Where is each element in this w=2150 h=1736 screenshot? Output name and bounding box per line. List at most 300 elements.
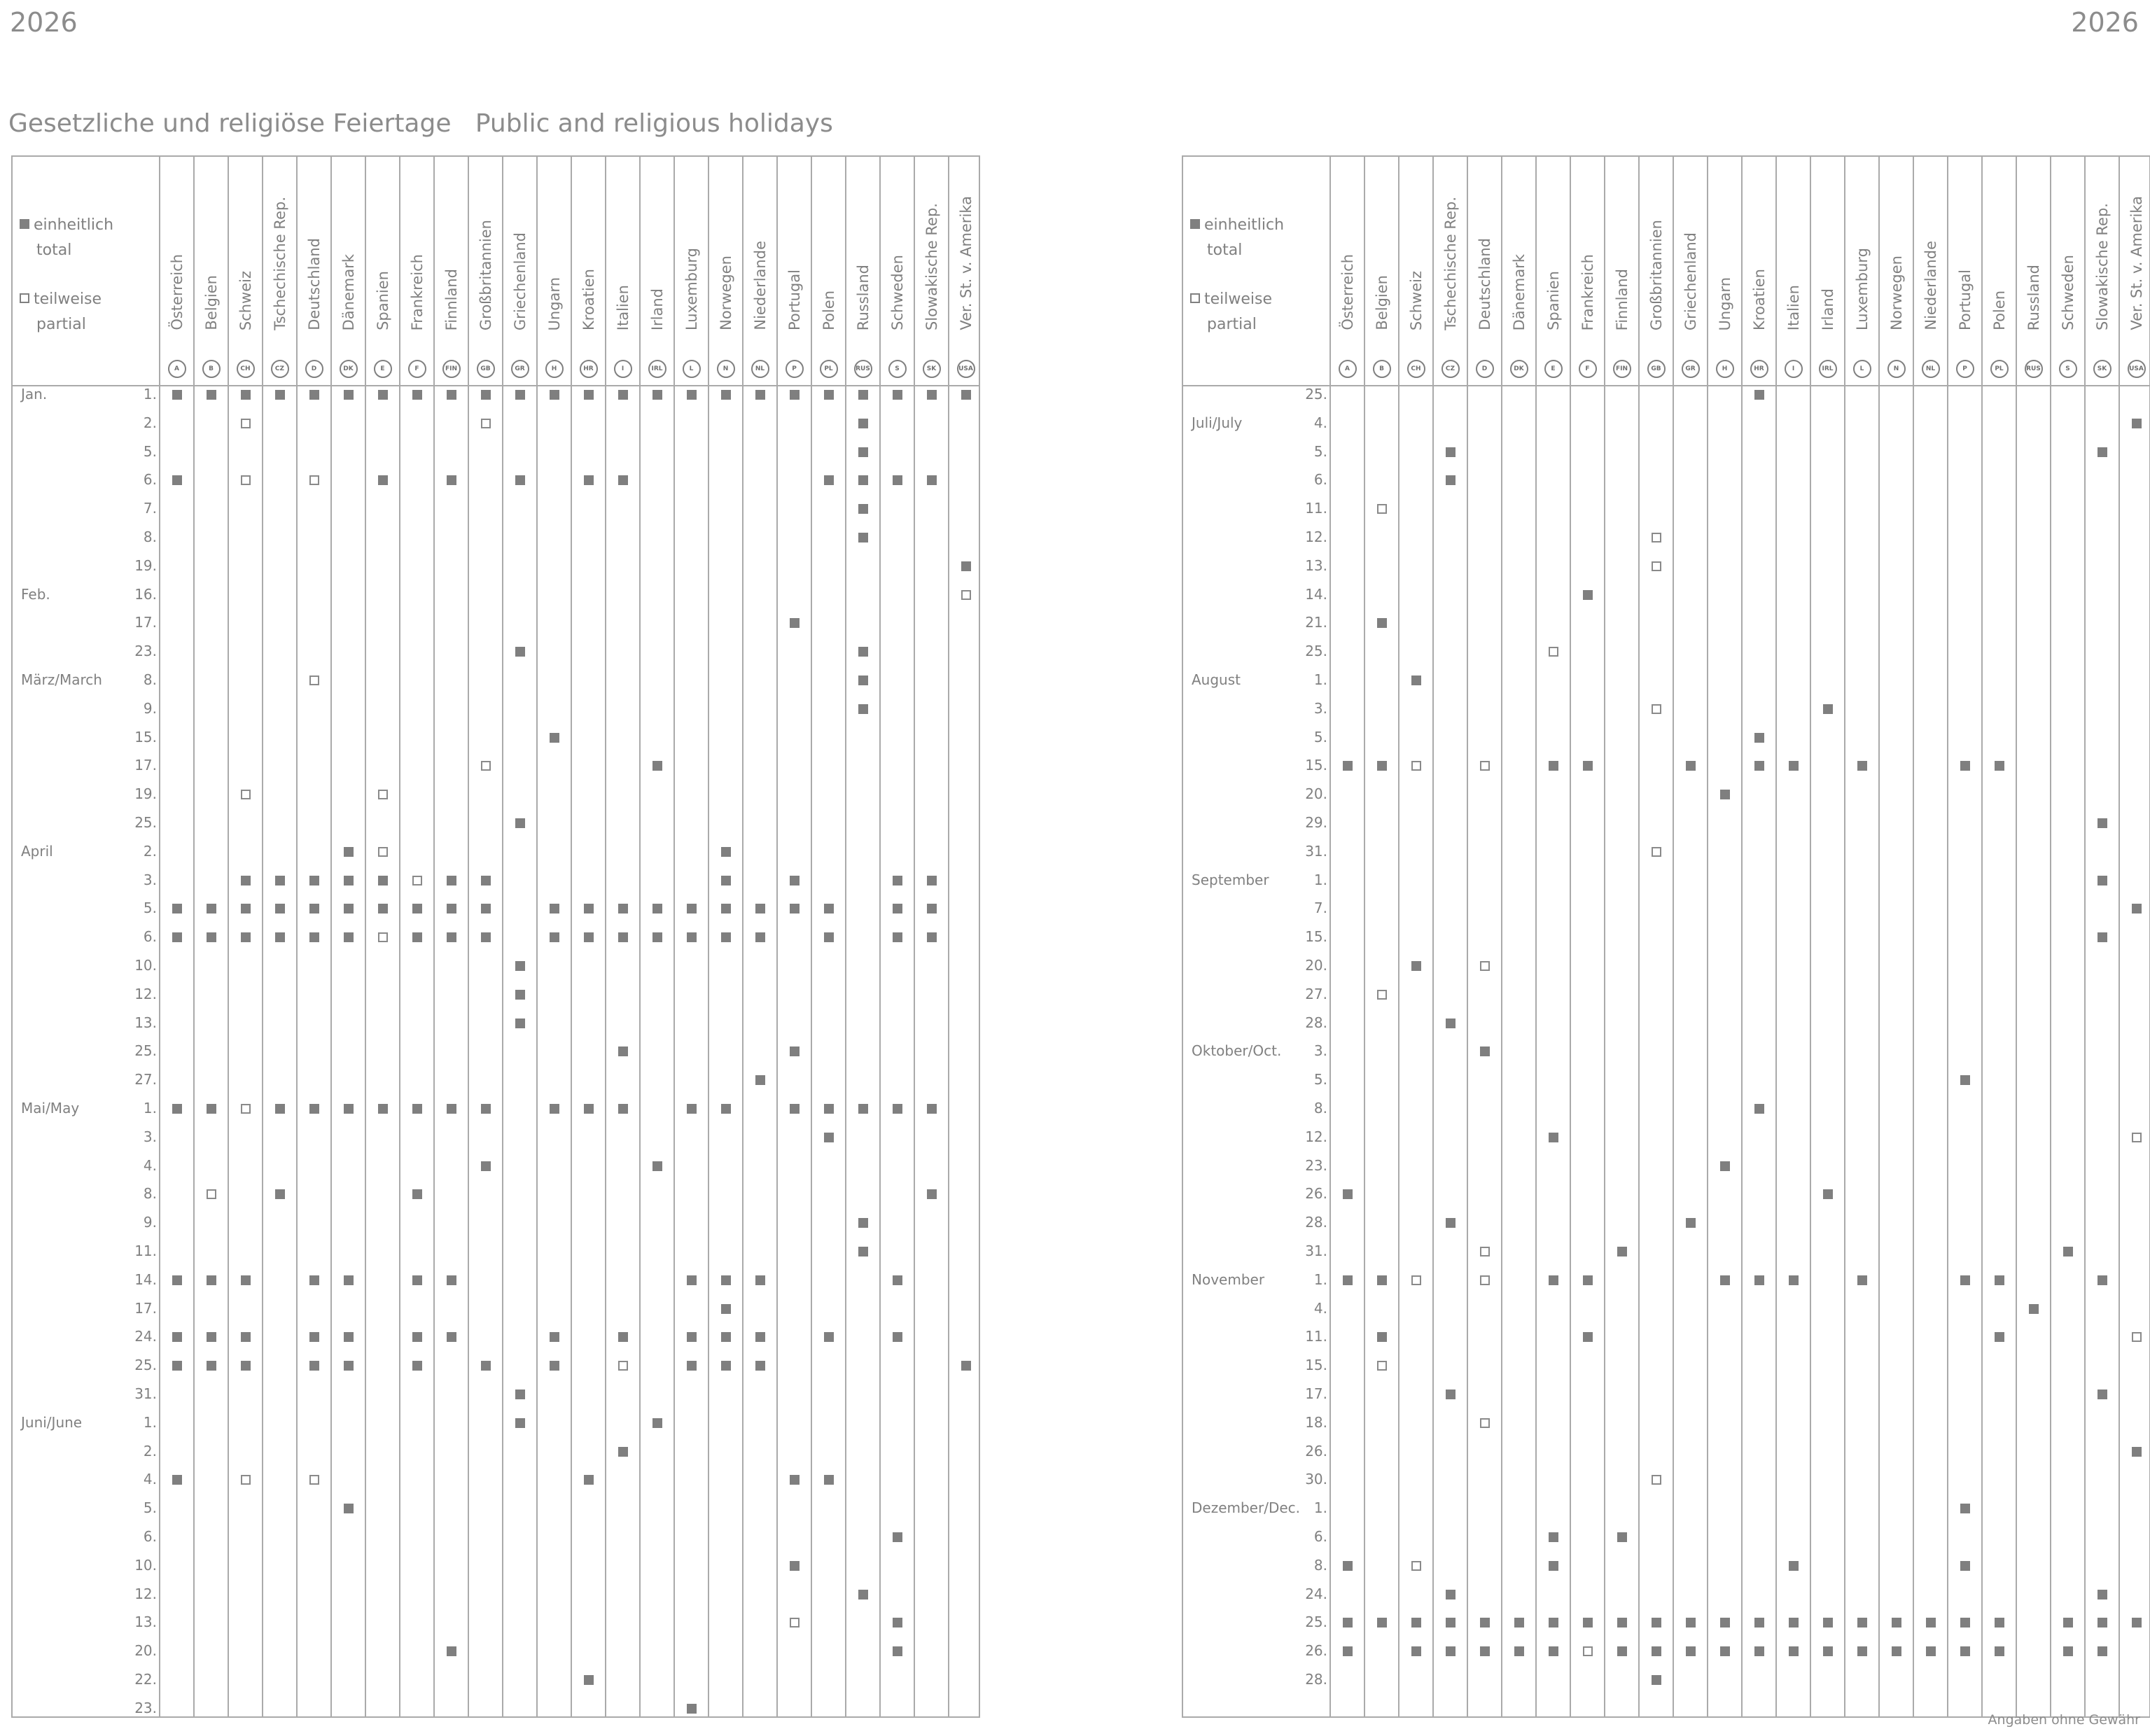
holiday-total-mark <box>2132 1447 2142 1457</box>
column-divider <box>1878 157 1880 1716</box>
country-name: Slowakische Rep. <box>923 202 940 330</box>
holiday-total-mark <box>721 1304 731 1314</box>
holiday-total-mark <box>1754 733 1764 743</box>
country-name: Schweden <box>2059 255 2076 330</box>
holiday-total-mark <box>1377 1618 1387 1628</box>
holiday-total-mark <box>2029 1304 2039 1314</box>
holiday-total-mark <box>755 1275 765 1285</box>
country-name: Russland <box>854 264 872 330</box>
column-divider <box>708 157 709 1716</box>
holiday-total-mark <box>1652 1675 1661 1685</box>
month-label: Dezember/Dec. <box>1192 1499 1301 1517</box>
holiday-total-mark <box>927 1189 937 1199</box>
country-code-badge: PL <box>1990 360 2009 378</box>
day-label: 25. <box>134 1042 157 1060</box>
holiday-total-mark <box>447 390 456 400</box>
holiday-total-mark <box>893 904 902 913</box>
holiday-total-mark <box>721 1332 731 1342</box>
column-divider <box>742 157 744 1716</box>
holiday-total-mark <box>687 904 697 913</box>
holiday-total-mark <box>858 475 868 485</box>
legend-partial-en: partial <box>1207 316 1257 333</box>
country-name: Ungarn <box>545 276 563 330</box>
country-column-e <box>1536 157 1570 385</box>
day-label: 20. <box>134 1642 157 1660</box>
country-column-gr <box>1673 157 1708 385</box>
holiday-total-mark <box>721 847 731 857</box>
holiday-total-mark <box>344 1275 354 1285</box>
country-code-badge: N <box>717 360 735 378</box>
holiday-total-mark <box>687 1704 697 1714</box>
holiday-total-mark <box>2097 1618 2107 1628</box>
holiday-total-mark <box>550 733 559 743</box>
country-name: Italien <box>1785 284 1802 330</box>
holiday-partial-mark <box>1549 647 1558 657</box>
country-column-p <box>777 157 811 385</box>
column-divider <box>330 157 332 1716</box>
day-label: 5. <box>143 899 157 917</box>
holiday-total-mark <box>927 932 937 942</box>
holiday-total-mark <box>618 904 628 913</box>
day-label: 5. <box>1313 728 1327 746</box>
holiday-total-mark <box>481 1161 491 1171</box>
holiday-total-mark <box>893 1275 902 1285</box>
column-divider <box>1775 157 1777 1716</box>
country-name: Belgien <box>202 275 220 330</box>
country-column-fin <box>1605 157 1639 385</box>
holiday-total-mark <box>824 1104 834 1114</box>
day-label: 3. <box>1313 1042 1327 1060</box>
day-label: 14. <box>1305 585 1327 603</box>
holiday-total-mark <box>309 1361 319 1371</box>
holiday-total-mark <box>241 1332 251 1342</box>
holiday-total-mark <box>241 876 251 886</box>
holiday-partial-mark <box>309 676 319 685</box>
holiday-total-mark <box>550 932 559 942</box>
legend-partial-en: partial <box>36 316 86 333</box>
country-code-badge: CH <box>1407 360 1425 378</box>
country-column-cz <box>263 157 297 385</box>
column-divider <box>1741 157 1743 1716</box>
country-column-f <box>400 157 434 385</box>
holiday-total-mark <box>309 932 319 942</box>
day-label: 6. <box>143 1528 157 1545</box>
day-label: 1. <box>143 386 157 402</box>
holiday-total-mark <box>1583 761 1593 771</box>
country-code-badge: CZ <box>1442 360 1460 378</box>
column-divider <box>1844 157 1845 1716</box>
country-code-badge: HR <box>1750 360 1768 378</box>
holiday-total-mark <box>2132 419 2142 428</box>
holiday-partial-mark <box>309 475 319 485</box>
holiday-total-mark <box>1377 1275 1387 1285</box>
holiday-total-mark <box>1343 1561 1353 1571</box>
holiday-total-mark <box>858 676 868 685</box>
holiday-total-mark <box>241 904 251 913</box>
country-column-h <box>537 157 571 385</box>
holiday-total-mark <box>1823 1618 1833 1628</box>
holiday-total-mark <box>927 475 937 485</box>
holiday-total-mark <box>344 1361 354 1371</box>
country-name: Polen <box>820 290 837 330</box>
holiday-total-mark <box>1995 761 2004 771</box>
country-name: Österreich <box>1339 254 1356 330</box>
country-code-badge: GB <box>477 360 495 378</box>
holiday-total-mark <box>618 932 628 942</box>
holiday-partial-mark <box>1377 990 1387 1000</box>
country-code-badge: I <box>614 360 632 378</box>
country-code-badge: P <box>786 360 804 378</box>
column-divider <box>1535 157 1537 1716</box>
country-name: Ungarn <box>1716 276 1733 330</box>
day-label: 7. <box>1313 899 1327 917</box>
column-divider <box>605 157 606 1716</box>
holiday-total-mark <box>858 447 868 457</box>
holiday-total-mark <box>1343 1618 1353 1628</box>
column-divider <box>468 157 469 1716</box>
holiday-total-mark <box>515 1390 525 1399</box>
holiday-total-mark <box>824 475 834 485</box>
column-divider <box>811 157 812 1716</box>
holiday-total-mark <box>1995 1332 2004 1342</box>
day-label: 27. <box>1305 985 1327 1002</box>
holiday-total-mark <box>447 1646 456 1656</box>
holiday-total-mark <box>1377 761 1387 771</box>
holiday-total-mark <box>652 904 662 913</box>
country-column-hr <box>571 157 606 385</box>
holiday-total-mark <box>447 932 456 942</box>
legend-partial-de: teilweise <box>1204 290 1273 308</box>
holiday-total-mark <box>1789 761 1799 771</box>
country-column-cz <box>1433 157 1467 385</box>
holiday-total-mark <box>412 904 422 913</box>
month-label: Mai/May <box>21 1100 80 1116</box>
holiday-total-mark <box>309 390 319 400</box>
column-divider <box>1329 157 1331 1716</box>
country-name: Russland <box>2025 264 2042 330</box>
day-label: 17. <box>134 1299 157 1317</box>
country-name: Großbritannien <box>477 219 494 330</box>
holiday-partial-mark <box>241 1104 251 1114</box>
holiday-total-mark <box>687 1275 697 1285</box>
month-label: März/March <box>21 671 102 688</box>
country-column-i <box>606 157 640 385</box>
holiday-total-mark <box>1789 1646 1799 1656</box>
holiday-total-mark <box>172 1475 182 1485</box>
day-label: 13. <box>134 1614 157 1631</box>
holiday-total-mark <box>241 390 251 400</box>
holiday-total-mark <box>1754 390 1764 400</box>
holiday-partial-mark <box>1480 961 1490 971</box>
day-label: 15. <box>1305 1357 1327 1374</box>
country-name: Norwegen <box>1887 255 1905 330</box>
holiday-total-mark <box>721 876 731 886</box>
holiday-total-mark <box>790 1104 800 1114</box>
country-name: Irland <box>1819 288 1836 330</box>
holiday-total-mark <box>207 904 216 913</box>
column-divider <box>2084 157 2086 1716</box>
day-label: 6. <box>1313 471 1327 489</box>
year-label-left: 2026 <box>10 7 78 38</box>
day-label: 28. <box>1305 1214 1327 1231</box>
country-code-badge: F <box>1579 360 1597 378</box>
holiday-total-mark <box>447 1104 456 1114</box>
holiday-total-mark <box>344 932 354 942</box>
day-label: 17. <box>134 614 157 631</box>
holiday-total-mark <box>893 1532 902 1542</box>
holiday-total-mark <box>721 390 731 400</box>
holiday-total-mark <box>1857 1275 1867 1285</box>
country-column-gb <box>1639 157 1673 385</box>
day-label: 6. <box>1313 1528 1327 1545</box>
holiday-total-mark <box>1754 1618 1764 1628</box>
column-divider <box>879 157 881 1716</box>
holiday-total-mark <box>1686 1646 1696 1656</box>
holiday-total-mark <box>275 1189 285 1199</box>
month-label: Oktober/Oct. <box>1192 1042 1282 1060</box>
legend <box>20 213 113 337</box>
holiday-partial-mark <box>1480 1275 1490 1285</box>
holiday-total-mark <box>2097 1646 2107 1656</box>
holiday-total-mark <box>481 876 491 886</box>
day-label: 2. <box>143 414 157 431</box>
country-name: Ver. St. v. Amerika <box>2128 196 2145 330</box>
holiday-total-mark <box>1823 1646 1833 1656</box>
holiday-total-mark <box>858 647 868 657</box>
holiday-total-mark <box>1583 1332 1593 1342</box>
holiday-total-mark <box>275 932 285 942</box>
day-label: 21. <box>1305 614 1327 631</box>
country-column-fin <box>434 157 468 385</box>
holiday-total-mark <box>1960 1646 1970 1656</box>
holiday-total-mark <box>309 1275 319 1285</box>
holiday-partial-mark <box>378 790 388 799</box>
country-code-badge: IRL <box>1819 360 1837 378</box>
country-column-l <box>674 157 708 385</box>
country-column-usa <box>949 157 983 385</box>
holiday-total-mark <box>1343 1646 1353 1656</box>
holiday-total-mark <box>1446 447 1456 457</box>
holiday-total-mark <box>275 390 285 400</box>
partial-symbol-icon <box>1190 293 1200 303</box>
holiday-total-mark <box>1720 1161 1730 1171</box>
day-label: 3. <box>1313 699 1327 717</box>
holiday-total-mark <box>721 932 731 942</box>
holiday-total-mark <box>721 904 731 913</box>
day-label: 26. <box>1305 1442 1327 1460</box>
day-label: 4. <box>1313 1299 1327 1317</box>
holiday-total-mark <box>927 390 937 400</box>
country-code-badge: E <box>374 360 392 378</box>
holiday-total-mark <box>412 1332 422 1342</box>
holiday-total-mark <box>1995 1618 2004 1628</box>
holiday-total-mark <box>721 1361 731 1371</box>
holiday-total-mark <box>447 904 456 913</box>
country-code-badge: DK <box>1510 360 1528 378</box>
holiday-total-mark <box>2097 1590 2107 1600</box>
holiday-total-mark <box>618 1332 628 1342</box>
holiday-total-mark <box>790 390 800 400</box>
holiday-total-mark <box>824 932 834 942</box>
holiday-total-mark <box>515 475 525 485</box>
holiday-total-mark <box>241 1275 251 1285</box>
holiday-partial-mark <box>1411 1561 1421 1571</box>
day-label: 7. <box>143 500 157 517</box>
holiday-total-mark <box>1617 1532 1627 1542</box>
day-label: 12. <box>134 1585 157 1602</box>
holiday-total-mark <box>550 1332 559 1342</box>
holiday-total-mark <box>1411 1618 1421 1628</box>
day-label: 3. <box>143 1128 157 1145</box>
country-code-badge: CH <box>237 360 255 378</box>
country-name: Schweden <box>888 255 906 330</box>
holiday-total-mark <box>893 475 902 485</box>
holiday-partial-mark <box>241 475 251 485</box>
column-divider <box>1981 157 1983 1716</box>
holiday-total-mark <box>412 932 422 942</box>
holiday-total-mark <box>1823 1189 1833 1199</box>
holiday-total-mark <box>927 1104 937 1114</box>
holiday-total-mark <box>652 932 662 942</box>
holiday-total-mark <box>207 932 216 942</box>
day-label: 5. <box>143 442 157 460</box>
holiday-total-mark <box>858 1218 868 1228</box>
day-label: 11. <box>1305 1328 1327 1345</box>
country-code-badge: IRL <box>648 360 666 378</box>
country-code-badge: H <box>545 360 564 378</box>
day-label: 1. <box>1313 1270 1327 1288</box>
column-divider <box>1467 157 1468 1716</box>
country-code-badge: CZ <box>271 360 289 378</box>
country-column-n <box>708 157 743 385</box>
month-label: September <box>1192 871 1269 888</box>
day-label: 30. <box>1305 1471 1327 1488</box>
holiday-table-right <box>1182 155 2150 1718</box>
holiday-total-mark <box>790 618 800 628</box>
holiday-partial-mark <box>1377 1361 1387 1371</box>
holiday-total-mark <box>858 704 868 714</box>
holiday-total-mark <box>618 475 628 485</box>
holiday-partial-mark <box>961 590 971 600</box>
country-code-badge: HR <box>580 360 598 378</box>
holiday-total-mark <box>172 904 182 913</box>
holiday-total-mark <box>344 1104 354 1114</box>
holiday-partial-mark <box>1480 1418 1490 1428</box>
holiday-total-mark <box>687 390 697 400</box>
holiday-total-mark <box>1446 1218 1456 1228</box>
holiday-total-mark <box>584 1104 594 1114</box>
country-column-pl <box>1982 157 2016 385</box>
day-label: 6. <box>143 471 157 489</box>
holiday-total-mark <box>858 504 868 514</box>
holiday-total-mark <box>172 1104 182 1114</box>
day-label: 19. <box>134 785 157 803</box>
holiday-partial-mark <box>412 876 422 886</box>
holiday-total-mark <box>2063 1646 2073 1656</box>
day-label: 12. <box>1305 528 1327 545</box>
holiday-total-mark <box>207 1104 216 1114</box>
holiday-total-mark <box>1892 1646 1901 1656</box>
country-column-i <box>1776 157 1810 385</box>
country-column-irl <box>640 157 674 385</box>
day-label: 19. <box>134 556 157 574</box>
country-name: Kroatien <box>580 269 597 330</box>
holiday-total-mark <box>1652 1646 1661 1656</box>
holiday-total-mark <box>790 904 800 913</box>
holiday-total-mark <box>481 1361 491 1371</box>
country-name: Niederlande <box>751 241 769 330</box>
holiday-total-mark <box>618 1104 628 1114</box>
holiday-total-mark <box>447 1275 456 1285</box>
country-column-b <box>1364 157 1399 385</box>
day-label: 22. <box>134 1671 157 1688</box>
holiday-partial-mark <box>378 847 388 857</box>
holiday-total-mark <box>858 1247 868 1256</box>
column-divider <box>1570 157 1571 1716</box>
holiday-total-mark <box>893 390 902 400</box>
legend-total-de: einheitlich <box>1204 216 1285 234</box>
country-code-badge: F <box>408 360 426 378</box>
holiday-total-mark <box>961 561 971 571</box>
holiday-total-mark <box>412 390 422 400</box>
holiday-total-mark <box>1549 1646 1558 1656</box>
holiday-total-mark <box>1446 475 1456 485</box>
country-code-badge: B <box>1373 360 1391 378</box>
country-name: Deutschland <box>305 238 323 330</box>
holiday-total-mark <box>515 647 525 657</box>
holiday-total-mark <box>755 1332 765 1342</box>
holiday-total-mark <box>1892 1618 1901 1628</box>
country-code-badge: USA <box>957 360 975 378</box>
holiday-partial-mark <box>1411 761 1421 771</box>
country-name: Schweiz <box>1407 270 1425 330</box>
country-column-a <box>1330 157 1364 385</box>
country-column-hr <box>1742 157 1776 385</box>
holiday-total-mark <box>1960 1075 1970 1085</box>
country-name: Spanien <box>374 271 391 330</box>
holiday-total-mark <box>652 390 662 400</box>
holiday-total-mark <box>378 876 388 886</box>
holiday-total-mark <box>2097 1390 2107 1399</box>
disclaimer: Angaben ohne Gewähr <box>1988 1712 2140 1728</box>
holiday-partial-mark <box>1480 1247 1490 1256</box>
day-label: 23. <box>134 1699 157 1716</box>
holiday-total-mark <box>412 1189 422 1199</box>
holiday-total-mark <box>378 904 388 913</box>
day-label: 9. <box>143 699 157 717</box>
country-column-rus <box>2016 157 2051 385</box>
country-code-badge: N <box>1887 360 1906 378</box>
holiday-total-mark <box>824 904 834 913</box>
column-divider <box>296 157 298 1716</box>
day-label: 31. <box>1305 842 1327 860</box>
day-label: 15. <box>1305 757 1327 774</box>
country-code-badge: GB <box>1647 360 1666 378</box>
holiday-total-mark <box>2097 876 2107 886</box>
holiday-partial-mark <box>1480 761 1490 771</box>
holiday-total-mark <box>755 1361 765 1371</box>
country-code-badge: FIN <box>1613 360 1631 378</box>
column-divider <box>1432 157 1434 1716</box>
day-label: 2. <box>143 1442 157 1460</box>
holiday-total-mark <box>824 1332 834 1342</box>
holiday-total-mark <box>207 1361 216 1371</box>
holiday-total-mark <box>481 932 491 942</box>
holiday-total-mark <box>584 1675 594 1685</box>
holiday-partial-mark <box>309 1475 319 1485</box>
country-column-sk <box>2085 157 2119 385</box>
holiday-total-mark <box>344 876 354 886</box>
